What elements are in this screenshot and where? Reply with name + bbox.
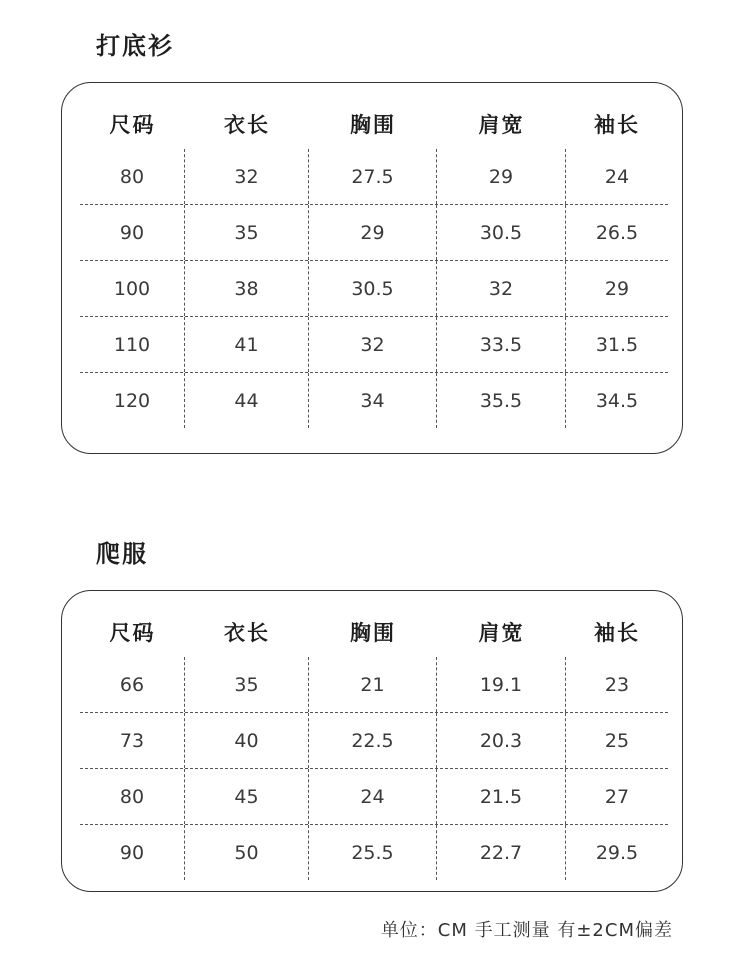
cell-sleeve: 29.5 [595, 841, 639, 864]
table-header-row [80, 99, 668, 149]
cell-size: 73 [80, 713, 185, 768]
cell-shoulder: 35.5 [437, 373, 566, 428]
cell-length: 44 [185, 373, 309, 428]
header-size: 尺码 [109, 113, 156, 137]
cell-chest: 29 [309, 205, 437, 260]
table-row [80, 712, 668, 768]
cell-sleeve: 34.5 [595, 389, 639, 412]
cell-chest: 30.5 [309, 261, 437, 316]
cell-shoulder: 20.3 [437, 713, 566, 768]
size-table-undershirt [80, 99, 668, 428]
cell-size: 110 [80, 317, 185, 372]
cell-length: 35 [185, 657, 309, 712]
cell-sleeve: 26.5 [595, 221, 639, 244]
table-header-row [80, 607, 668, 657]
cell-shoulder: 21.5 [437, 769, 566, 824]
cell-sleeve: 27 [604, 785, 630, 808]
cell-chest: 32 [309, 317, 437, 372]
cell-size: 80 [80, 149, 185, 204]
cell-chest: 27.5 [309, 149, 437, 204]
table-row [80, 260, 668, 316]
cell-sleeve: 29 [604, 277, 630, 300]
cell-sleeve: 31.5 [595, 333, 639, 356]
cell-sleeve: 24 [604, 165, 630, 188]
cell-size: 90 [80, 205, 185, 260]
cell-shoulder: 32 [437, 261, 566, 316]
header-length: 衣长 [224, 621, 270, 645]
header-chest: 胸围 [350, 621, 396, 645]
cell-chest: 22.5 [309, 713, 437, 768]
header-shoulder: 肩宽 [478, 621, 525, 645]
table-row [80, 768, 668, 824]
cell-length: 45 [185, 769, 309, 824]
cell-sleeve: 25 [604, 729, 630, 752]
header-sleeve: 袖长 [594, 113, 640, 137]
cell-shoulder: 22.7 [437, 825, 566, 880]
size-table-romper [80, 607, 668, 880]
cell-chest: 21 [309, 657, 437, 712]
cell-length: 35 [185, 205, 309, 260]
measurement-note: 单位：CM 手工测量 有±2CM偏差 [380, 920, 673, 941]
table-row [80, 824, 668, 880]
cell-chest: 24 [309, 769, 437, 824]
cell-length: 32 [185, 149, 309, 204]
table-row [80, 657, 668, 712]
table-row [80, 316, 668, 372]
header-length: 衣长 [224, 113, 270, 137]
cell-length: 40 [185, 713, 309, 768]
section-title-romper: 爬服 [96, 540, 148, 568]
section-title-undershirt: 打底衫 [96, 32, 174, 60]
cell-size: 100 [80, 261, 185, 316]
table-row [80, 204, 668, 260]
cell-length: 41 [185, 317, 309, 372]
table-row [80, 149, 668, 204]
header-size: 尺码 [109, 621, 156, 645]
cell-size: 90 [80, 825, 185, 880]
cell-shoulder: 30.5 [437, 205, 566, 260]
cell-shoulder: 19.1 [437, 657, 566, 712]
size-table-card-romper [61, 590, 683, 892]
cell-size: 120 [80, 373, 185, 428]
cell-length: 38 [185, 261, 309, 316]
table-row [80, 372, 668, 428]
header-chest: 胸围 [350, 113, 396, 137]
header-shoulder: 肩宽 [478, 113, 525, 137]
size-table-card-undershirt [61, 82, 683, 454]
cell-chest: 25.5 [309, 825, 437, 880]
cell-length: 50 [185, 825, 309, 880]
header-sleeve: 袖长 [594, 621, 640, 645]
cell-shoulder: 33.5 [437, 317, 566, 372]
cell-sleeve: 23 [604, 673, 630, 696]
cell-size: 80 [80, 769, 185, 824]
cell-size: 66 [80, 657, 185, 712]
cell-chest: 34 [309, 373, 437, 428]
cell-shoulder: 29 [437, 149, 566, 204]
